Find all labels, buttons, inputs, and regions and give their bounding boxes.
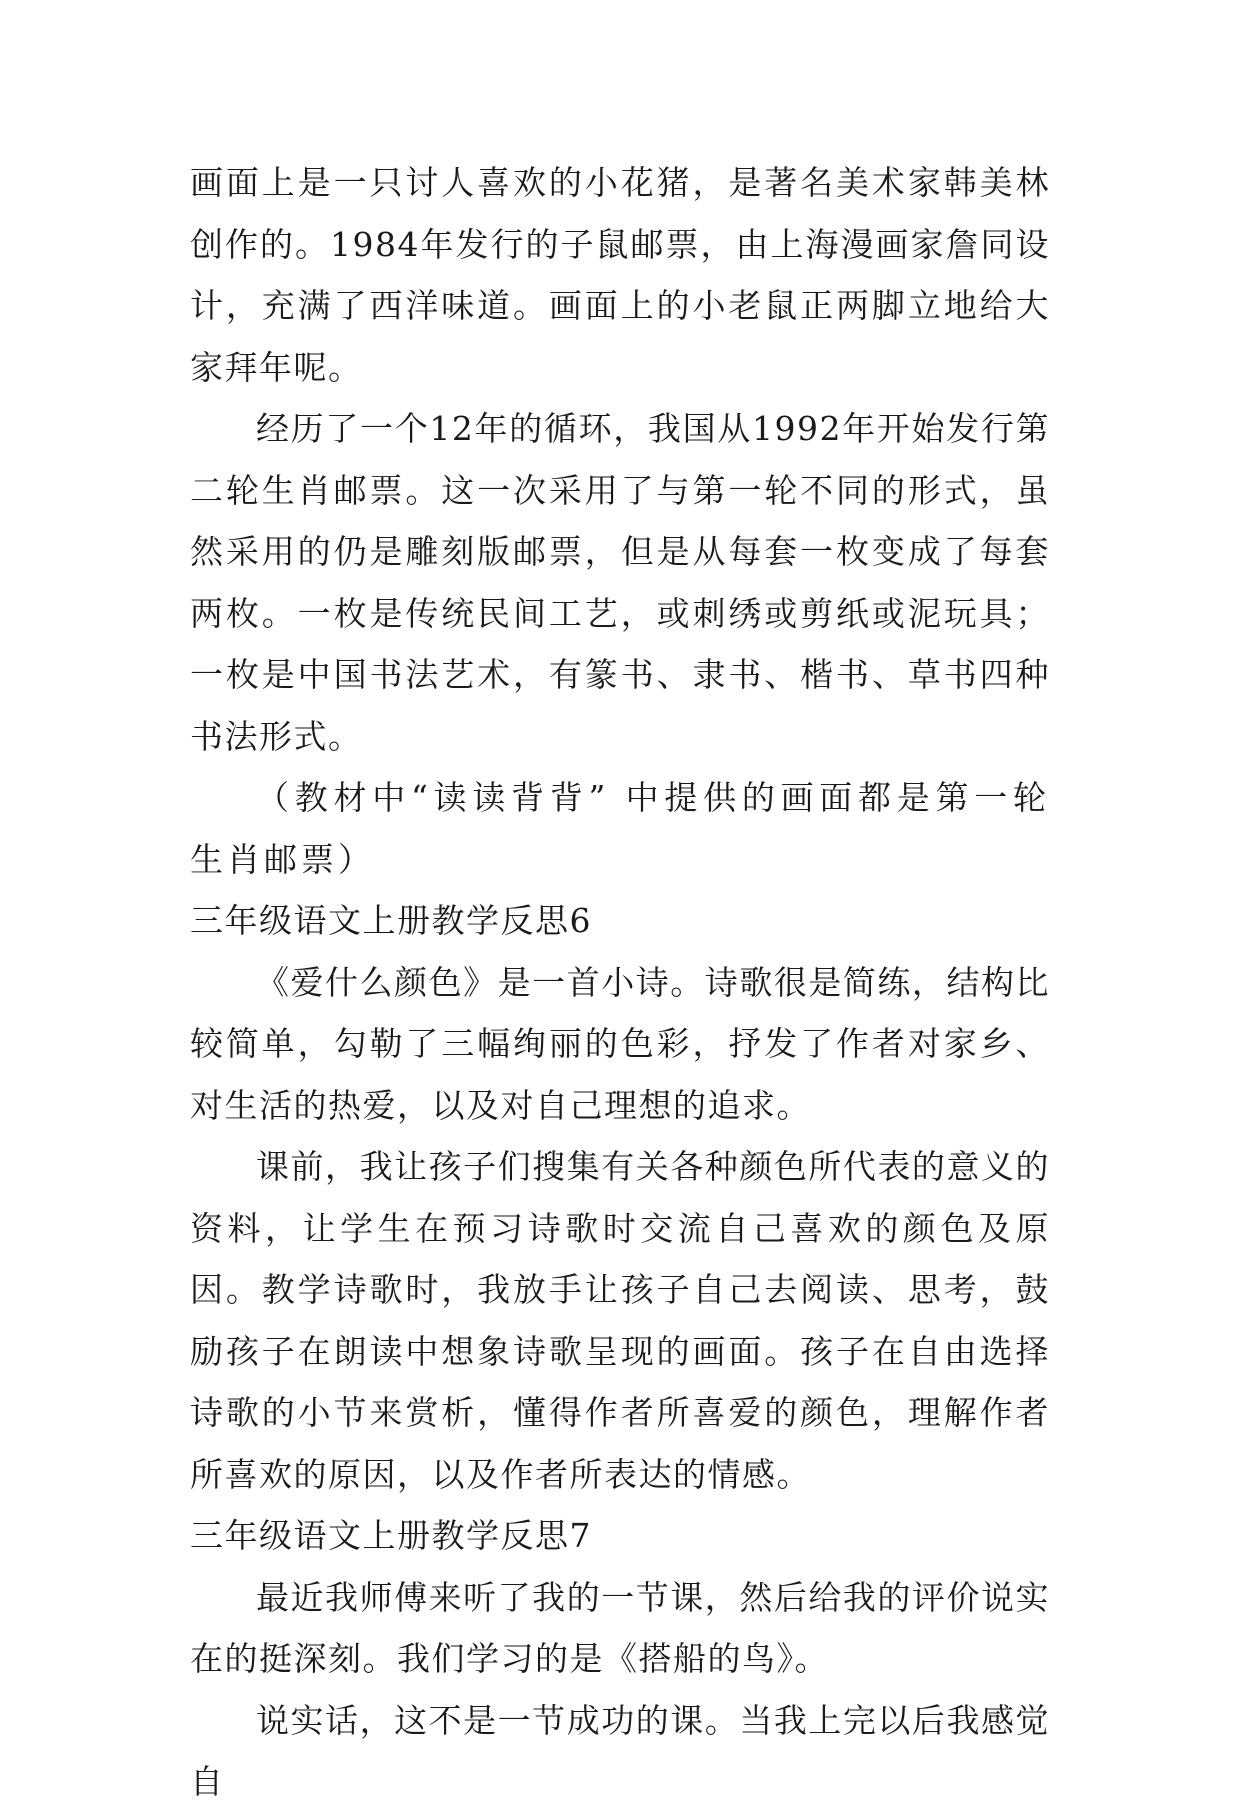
paragraph-continued: 画面上是一只讨人喜欢的小花猪，是著名美术家韩美林创作的。1984年发行的子鼠邮票，由上海漫画家詹同设计，充满了西洋味道。画面上的小老鼠正两脚立地给大家拜年呢。: [190, 163, 1050, 387]
paragraph-lesson-prep: 课前，我让孩子们搜集有关各种颜色所代表的意义的资料，让学生在预习诗歌时交流自己喜欢的颜色及原因。教学诗歌时，我放手让孩子自己去阅读、思考，鼓励孩子在朗读中想象诗歌呈现的画面。孩子在自由选择诗歌的小节来赏析，懂得作者所喜爱的颜色，理解作者所喜欢的原因，以及作者所表达的情感。: [190, 1147, 1050, 1494]
paragraph-poem-intro: 《爱什么颜色》是一首小诗。诗歌很是简练，结构比较简单，勾勒了三幅绚丽的色彩，抒发了作者对家乡、对生活的热爱，以及对自己理想的追求。: [190, 962, 1050, 1125]
document-body: [190, 152, 1050, 1813]
paragraph-lesson-reflection: 说实话，这不是一节成功的课。当我上完以后我感觉自: [190, 1700, 1050, 1801]
section-heading-7: 三年级语文上册教学反思7: [190, 1516, 592, 1555]
section-heading-6: 三年级语文上册教学反思6: [190, 901, 592, 940]
paragraph-textbook-note: （教材中“读读背背” 中提供的画面都是第一轮生肖邮票）: [190, 778, 1050, 879]
paragraph-second-round-stamps: 经历了一个12年的循环，我国从1992年开始发行第二轮生肖邮票。这一次采用了与第一轮不同的形式，虽然采用的仍是雕刻版邮票，但是从每套一枚变成了每套两枚。一枚是传统民间工艺，或刺绣或剪纸或泥玩具；一枚是中国书法艺术，有篆书、隶书、楷书、草书四种书法形式。: [190, 409, 1050, 756]
paragraph-mentor-review: 最近我师傅来听了我的一节课，然后给我的评价说实在的挺深刻。我们学习的是《搭船的鸟》。: [190, 1577, 1050, 1678]
